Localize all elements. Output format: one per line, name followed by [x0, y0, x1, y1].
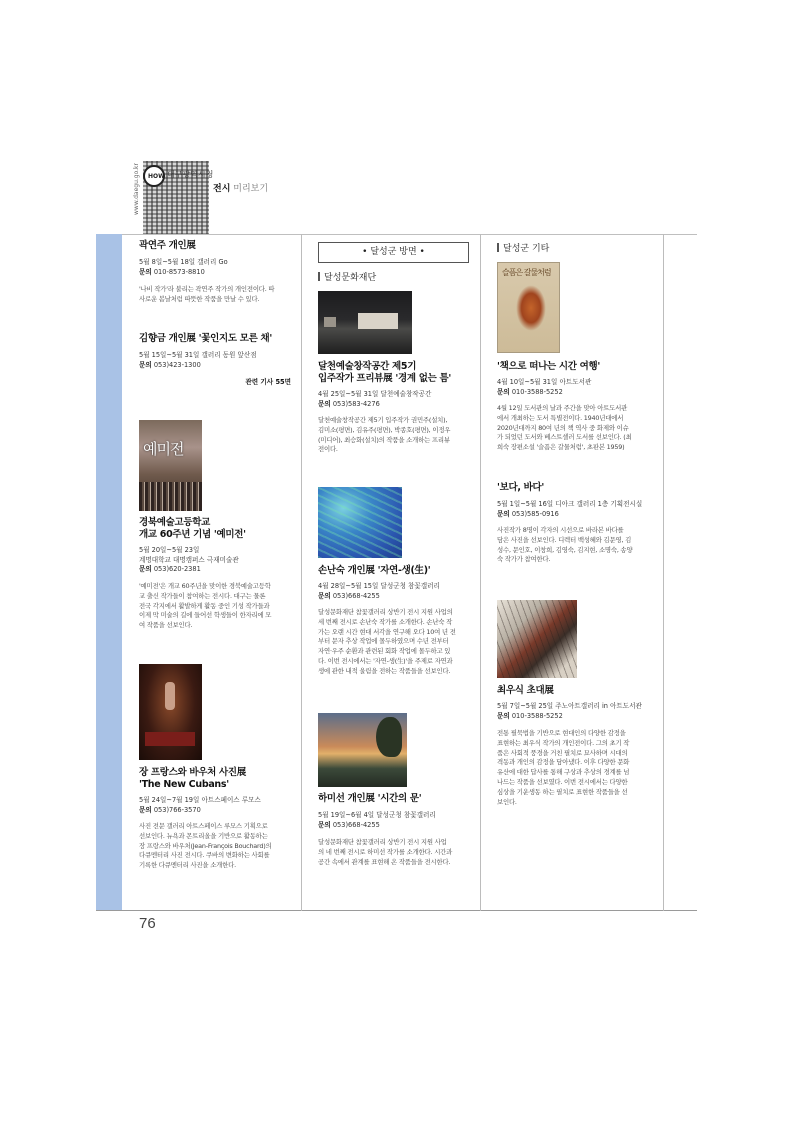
page-header — [131, 161, 431, 233]
event-contact: 문의 010-3588-5252 — [497, 712, 563, 720]
section-title-light: 미리보기 — [233, 184, 269, 194]
event-contact: 문의 010-3588-5252 — [497, 388, 563, 396]
qr-side-strip — [131, 161, 143, 235]
event-contact: 문의 053)620-2381 — [139, 565, 201, 573]
section-title — [213, 181, 268, 194]
event-description: '나비 작가'라 불리는 곽연주 작가의 개인전이다. 따 사로운 봄날처럼 따뜻한 작품을 만날 수 있다. — [139, 285, 275, 303]
event-description: 달성문화재단 참꽃갤러리 상반기 전시 지원 사업의 세 번째 전시로 손난숙 작가를 소개한다. 손난숙 작 가는 오랜 시간 현대 서각을 연구해 오다 10여 년 전 부터 문자 추상 작업에 몰두하였으며 수년 전부터 자연·우주 순환과 관련된 회화 작업에 몰두하고 있 다. 이번 전시에서는 '자연-생(生)'을 주제로 자연과 생에 관한 내적 울림을 전하는 작품들을 선보인다. — [318, 608, 456, 675]
poster-title: 예미전 — [143, 440, 184, 458]
painting-brushwork — [497, 600, 577, 678]
column-divider — [480, 234, 481, 911]
event-description: 사진 전문 갤러리 아트스페이스 루모스 기획으로 선보인다. 뉴욕과 몬트리올을 기반으로 활동하는 장 프랑스와 바우처(Jean-François Bouchard)의 다큐멘터리 사진 전시다. 쿠바의 변화하는 사회를 기록한 다큐멘터리 사진을 소개한다. — [139, 822, 272, 870]
exhibition-painting — [497, 600, 577, 678]
exhibition-artwork — [318, 487, 402, 558]
page-number: 76 — [139, 915, 156, 932]
how-logo-icon — [143, 165, 165, 187]
book-cover — [497, 262, 560, 353]
event-contact: 문의 053)423-1300 — [139, 361, 201, 369]
related-article-ref[interactable]: 관련 기사 55면 — [245, 378, 291, 386]
event-title: 손난숙 개인展 '자연-생(生)' — [318, 565, 431, 576]
book-cover-leaves — [516, 285, 546, 331]
top-rule — [122, 234, 697, 235]
event-contact: 문의 010-8573-8810 — [139, 268, 205, 276]
event-date: 5월 1일~5월 16일 디아크 갤러리 1층 기획전시실 — [497, 500, 643, 508]
event-date: 5월 8일~5월 18일 갤러리 Go — [139, 258, 228, 266]
exhibition-photo — [139, 664, 202, 760]
exhibition-poster — [139, 420, 202, 511]
artwork-strokes — [318, 487, 402, 558]
photo-artwork — [324, 317, 336, 327]
poster-group-photo — [139, 482, 202, 511]
org-name: 대구광역시청 — [167, 170, 214, 179]
event-date: 5월 24일~7월 19일 아트스페이스 루모스 — [139, 796, 261, 804]
event-date: 4월 10일~5월 31일 아트도서관 — [497, 378, 592, 386]
event-description: 달성문화재단 참꽃갤러리 상반기 전시 지원 사업 의 네 번째 전시로 하미선 작가를 소개한다. 시간과 공간 속에서 관계를 표현해 온 작품들을 전시한다. — [318, 838, 453, 866]
photo-foreground — [145, 732, 195, 746]
event-description: 사진작가 8명이 각자의 시선으로 바라본 바다를 담은 사진을 선보인다. 디렉터 백성혜와 김문영, 김 성수, 문인호, 이창희, 김영숙, 김지현, 소명숙, 송양 숙 작가가 참여한다. — [497, 526, 633, 564]
event-date: 5월 20일~5월 23일 계명대학교 대명캠퍼스 극재미술관 — [139, 546, 239, 564]
painting-tree — [376, 717, 402, 757]
event-description: 4월 12일 도서관의 날과 주간을 맞아 아트도서관 에서 개최하는 도서 특별전이다. 1940년대에서 2020년대까지 80여 년의 책 역사 중 화제와 이슈 가 되었던 도서와 베스트셀러 도서를 선보인다. (최 희숙 장편소설 '슬픔은 갈물처럼', 초판본 1959) — [497, 404, 632, 452]
event-title: 장 프랑스와 바우처 사진展 'The New Cubans' — [139, 767, 246, 790]
column-divider — [301, 234, 302, 911]
event-title: '보다, 바다' — [497, 482, 545, 493]
exhibition-photo — [318, 291, 412, 354]
qr-side-text: www.daegu.go.kr — [133, 163, 140, 215]
event-description: '예미전'은 개교 60주년을 맞이한 경북예술고등학 교 출신 작가들이 참여하는 전시다. 대구는 물론 전국 각지에서 활발하게 활동 중인 기성 작가들과 이제 막 미술의 길에 들어선 학생들이 한자리에 모 여 작품을 선보인다. — [139, 582, 272, 630]
column-divider — [663, 234, 664, 911]
event-description: 전통 필묵법을 기반으로 현대인의 다양한 감정을 표현하는 최우식 작가의 개인전이다. 그의 초기 작 품은 사회적 풍경을 거친 필치로 묘사하며 시대의 격동과 개인의 감정을 담아냈다. 이후 다양한 문화 유산에 대한 답사를 통해 구상과 추상의 경계를 넘 나드는 작품을 선보였다. 이번 전시에서는 다양한 심상을 기운생동 하는 필치로 표현한 작품들을 선 보인다. — [497, 729, 630, 806]
event-date: 4월 25일~5월 31일 달천예술창작공간 — [318, 390, 432, 398]
section-title-bold: 전시 — [213, 184, 231, 194]
event-date: 5월 7일~5월 25일 주노아트갤러리 in 아트도서관 — [497, 702, 642, 710]
event-contact: 문의 053)766-3570 — [139, 806, 201, 814]
event-title: 김향금 개인展 '꽃인지도 모른 채' — [139, 333, 272, 344]
subsection-heading: 달성군 기타 — [497, 241, 549, 254]
event-title: '책으로 떠나는 시간 여행' — [497, 361, 601, 372]
subsection-heading: 달성문화재단 — [318, 270, 376, 283]
event-contact: 문의 053)583-4276 — [318, 400, 380, 408]
logo-text: HOW — [148, 173, 165, 180]
event-description: 달천예술창작공간 제5기 입주작가 권민주(설치), 김미소(평면), 김유주(평면), 박종호(평면), 이정우 (미디어), 최승화(설치)의 작품을 소개하는 프리뷰 전이다. — [318, 416, 451, 454]
event-title: 하미선 개인展 '시간의 문' — [318, 793, 422, 804]
event-title: 경북예술고등학교 개교 60주년 기념 '예미전' — [139, 517, 246, 540]
event-contact: 문의 053)668-4255 — [318, 592, 380, 600]
book-title: 슬픔은 갈물처럼 — [502, 268, 551, 277]
photo-figure — [165, 682, 175, 710]
event-date: 5월 19일~6월 4일 달성군청 참꽃갤러리 — [318, 811, 436, 819]
event-contact: 문의 053)585-0916 — [497, 510, 559, 518]
event-date: 4월 28일~5월 15일 달성군청 참꽃갤러리 — [318, 582, 440, 590]
event-date: 5월 15일~5월 31일 갤러리 동원 앞산점 — [139, 351, 257, 359]
event-title: 달천예술창작공간 제5기 입주작가 프리뷰展 '경계 없는 틈' — [318, 361, 451, 384]
photo-artwork — [358, 313, 398, 329]
event-contact: 문의 053)668-4255 — [318, 821, 380, 829]
bottom-rule — [96, 910, 697, 911]
event-title: 곽연주 개인展 — [139, 240, 196, 251]
event-title: 최우식 초대展 — [497, 685, 554, 696]
region-heading-box: • 달성군 방면 • — [318, 242, 469, 263]
exhibition-painting — [318, 713, 407, 787]
side-color-bar — [96, 234, 122, 911]
